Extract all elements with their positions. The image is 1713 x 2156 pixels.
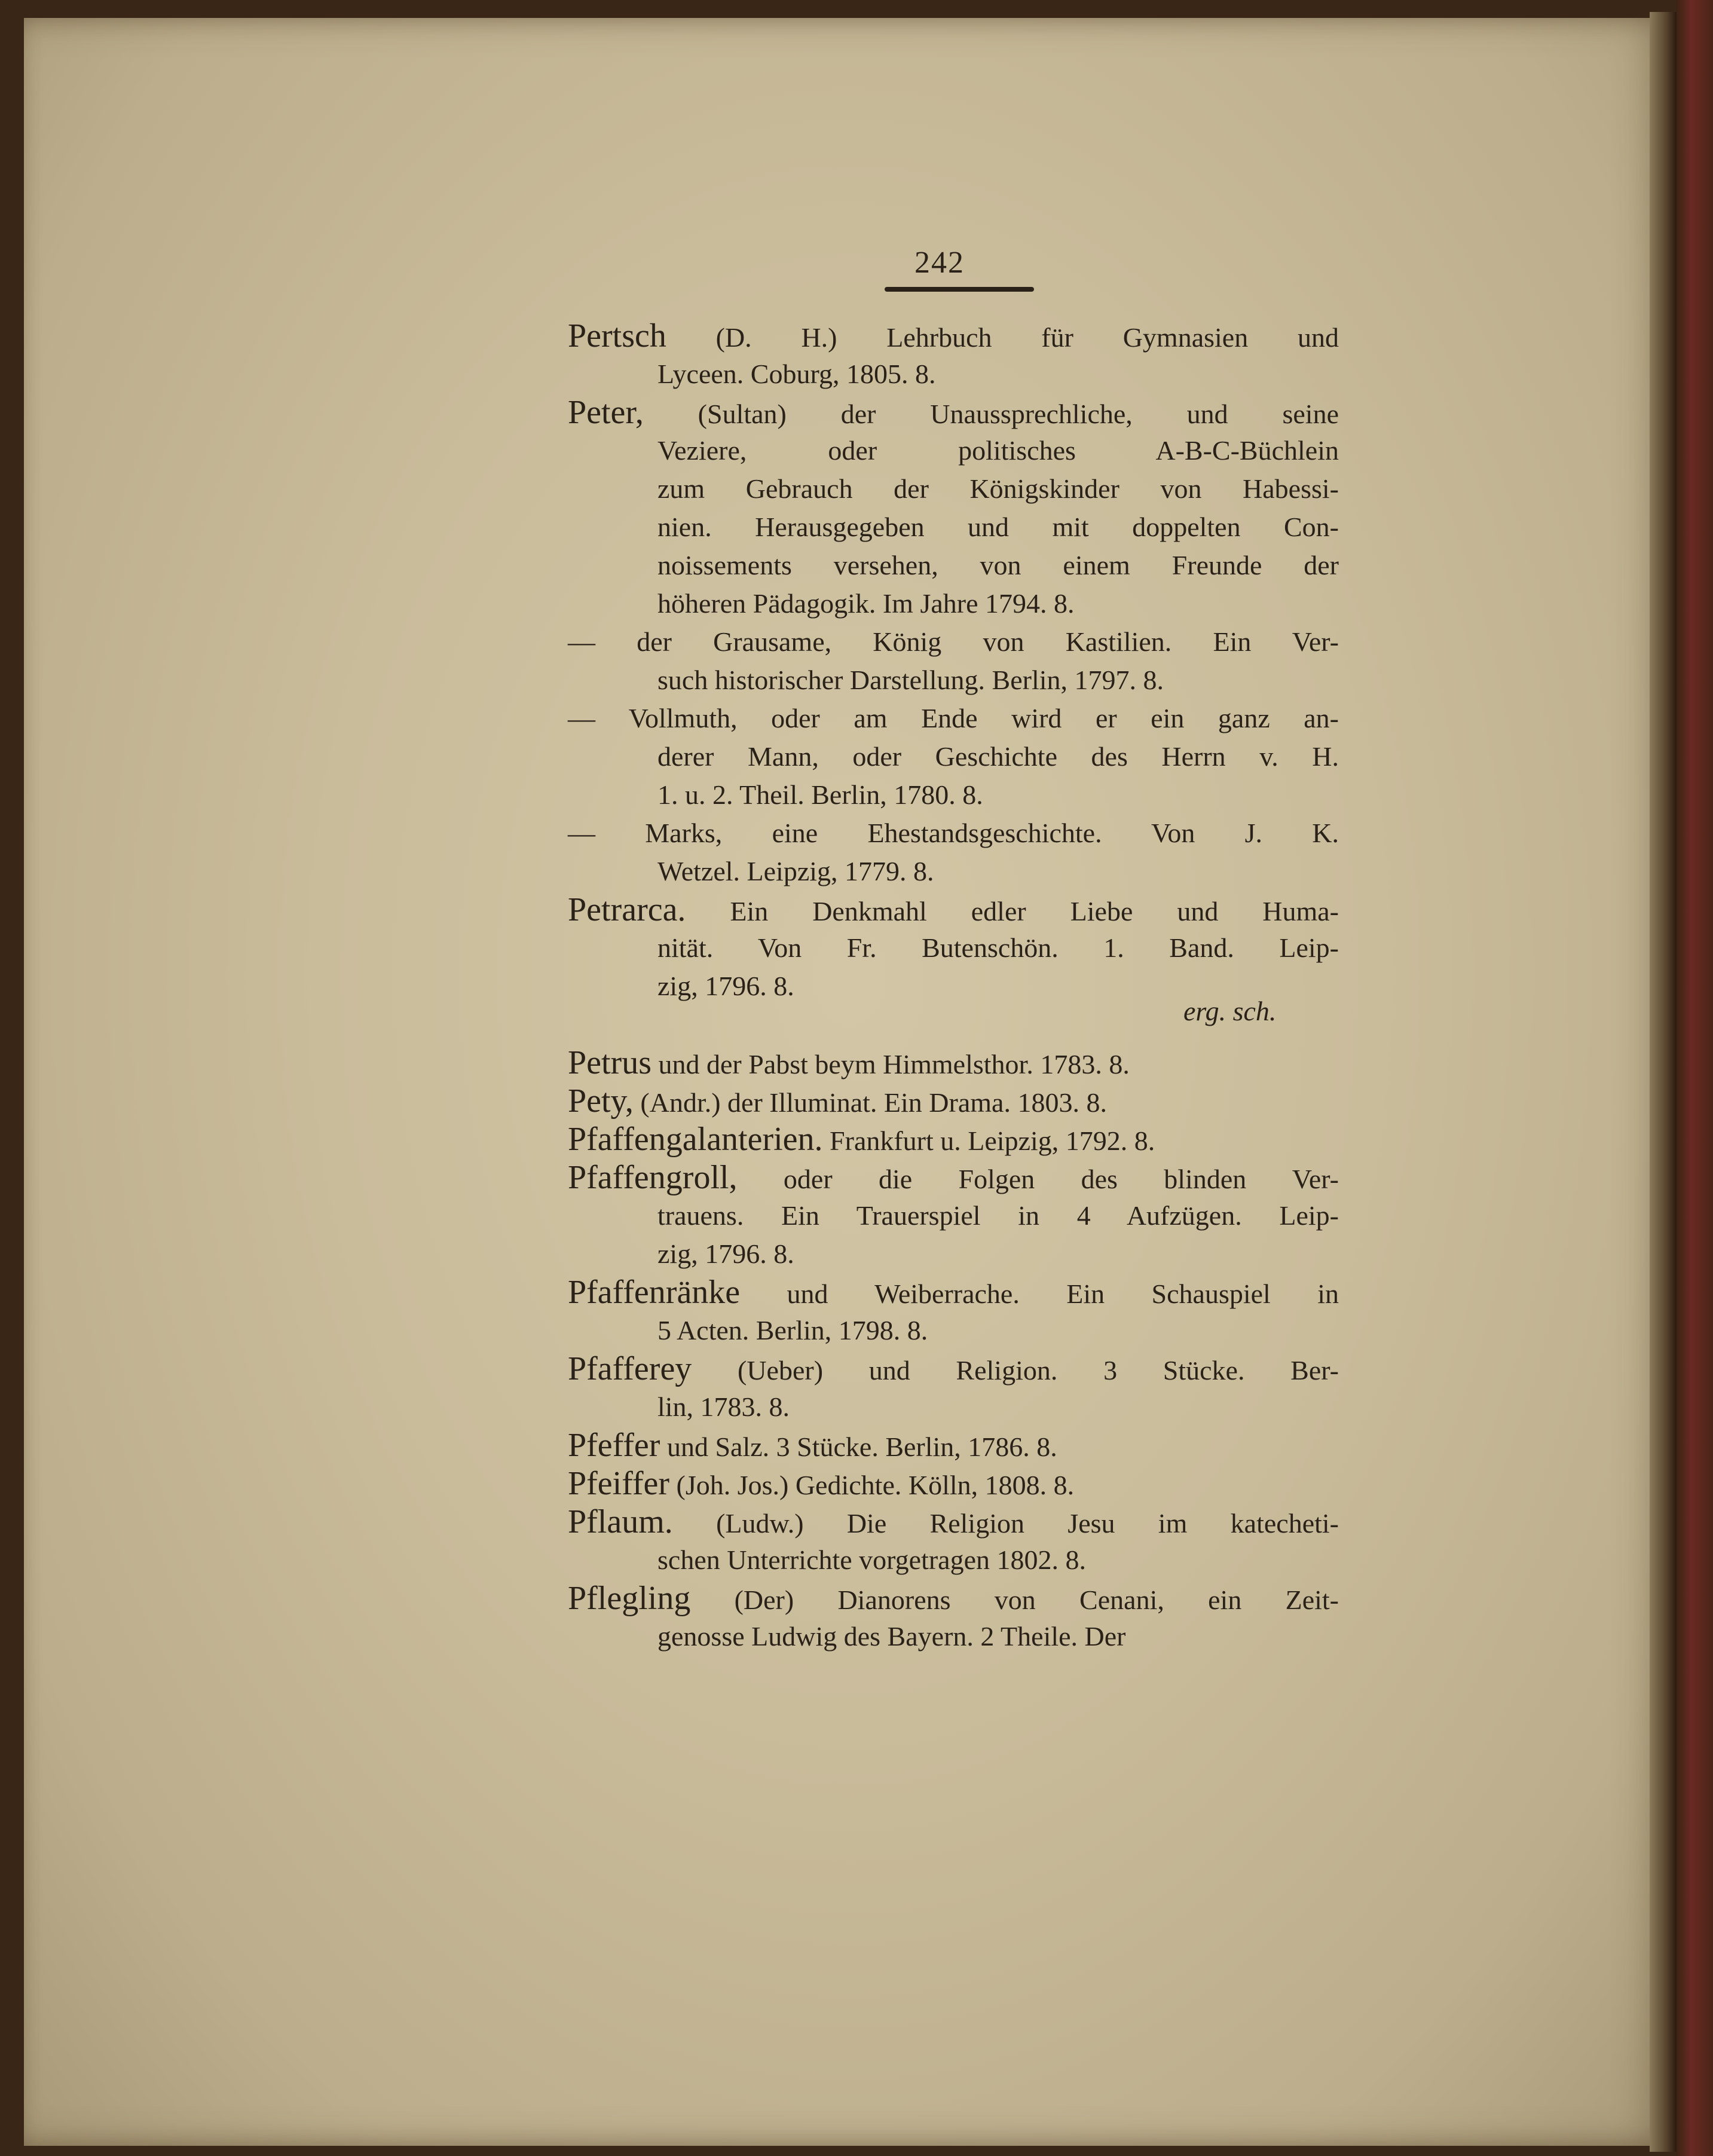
entry-text: genosse Ludwig des Bayern. 2 Theile. Der <box>657 1621 1126 1652</box>
entry-heading: Pfaffenränke <box>568 1274 741 1311</box>
catalog-line <box>568 699 1339 738</box>
catalog-line <box>568 1120 1339 1158</box>
catalog-line <box>568 1350 1339 1388</box>
page-number: 242 <box>914 246 965 280</box>
entry-text: noissements versehen, von einem Freunde der <box>657 550 1339 580</box>
entry-text: oder die Folgen des blinden Ver- <box>737 1164 1339 1194</box>
entry-heading: Petrus <box>568 1044 651 1081</box>
catalog-line <box>568 1464 1339 1503</box>
catalog-line <box>568 1426 1339 1464</box>
entry-text: such historischer Darstellung. Berlin, 1797. 8. <box>657 665 1164 695</box>
entry-text: Veziere, oder politisches A-B-C-Büchlein <box>657 435 1339 466</box>
ornamental-rule <box>885 287 1034 292</box>
entry-text: — Vollmuth, oder am Ende wird er ein ganz an- <box>568 703 1339 733</box>
entry-text: (Ueber) und Religion. 3 Stücke. Ber- <box>692 1355 1339 1386</box>
catalog-line <box>657 432 1339 470</box>
catalog-line <box>657 852 1339 891</box>
catalog-line <box>568 1158 1339 1197</box>
entry-text: und Salz. 3 Stücke. Berlin, 1786. 8. <box>660 1432 1057 1462</box>
entry-text: (Der) Dianorens von Cenani, ein Zeit- <box>690 1585 1339 1615</box>
catalog-line <box>657 1311 1339 1350</box>
catalog-line <box>657 1388 1339 1426</box>
catalog-line <box>657 508 1339 546</box>
catalog-line <box>568 1044 1339 1082</box>
entry-text: 5 Acten. Berlin, 1798. 8. <box>657 1315 928 1345</box>
entry-heading: Pfaffengalanterien. <box>568 1121 823 1158</box>
catalog-line <box>657 1541 1339 1579</box>
entry-text: höheren Pädagogik. Im Jahre 1794. 8. <box>657 588 1075 619</box>
entry-text: schen Unterrichte vorgetragen 1802. 8. <box>657 1545 1087 1575</box>
entry-text: nien. Herausgegeben und mit doppelten Con- <box>657 512 1339 542</box>
catalog-line <box>568 891 1339 929</box>
entry-text: (Sultan) der Unaussprechliche, und seine <box>643 399 1339 429</box>
catalog-line <box>657 1617 1339 1656</box>
entry-text: Frankfurt u. Leipzig, 1792. 8. <box>822 1126 1155 1156</box>
catalog-line <box>568 317 1339 355</box>
entry-text: derer Mann, oder Geschichte des Herrn v. H. <box>657 741 1339 772</box>
catalog-line <box>657 355 1339 393</box>
catalog-line <box>568 623 1339 661</box>
entry-heading: Pflaum. <box>568 1503 673 1540</box>
signature-mark: erg. sch. <box>1183 996 1277 1026</box>
book-gutter <box>1650 12 1677 2152</box>
entry-heading: Pfeiffer <box>568 1465 669 1502</box>
catalog-line <box>657 738 1339 776</box>
entry-text: 1. u. 2. Theil. Berlin, 1780. 8. <box>657 779 983 810</box>
catalog-line <box>657 776 1339 814</box>
entry-heading: Pety, <box>568 1082 634 1120</box>
entry-text: (Joh. Jos.) Gedichte. Kölln, 1808. 8. <box>669 1470 1075 1500</box>
catalog-line <box>657 470 1339 508</box>
catalog-line <box>568 814 1339 852</box>
entry-text: (D. H.) Lehrbuch für Gymnasien und <box>666 322 1339 353</box>
catalog-line <box>568 1579 1339 1617</box>
entry-text: Ein Denkmahl edler Liebe und Huma- <box>686 896 1339 926</box>
catalog-line <box>568 1082 1339 1120</box>
catalog-line <box>568 1503 1339 1541</box>
entry-text: — der Grausame, König von Kastilien. Ein Ver- <box>568 626 1339 657</box>
entry-text: Lyceen. Coburg, 1805. 8. <box>657 359 936 389</box>
entry-text: Wetzel. Leipzig, 1779. 8. <box>657 856 934 886</box>
entry-heading: Pertsch <box>568 317 666 354</box>
entry-text: (Ludw.) Die Religion Jesu im katecheti- <box>672 1508 1339 1539</box>
entry-text: — Marks, eine Ehestandsgeschichte. Von J. K. <box>568 818 1339 848</box>
catalog-line <box>657 661 1339 699</box>
catalog-line <box>568 1273 1339 1311</box>
entry-text: (Andr.) der Illuminat. Ein Drama. 1803. 8. <box>633 1087 1107 1118</box>
entry-text: und der Pabst beym Himmelsthor. 1783. 8. <box>651 1049 1130 1079</box>
entry-heading: Petrarca. <box>568 891 686 928</box>
entry-heading: Peter, <box>568 394 644 431</box>
entry-text: zig, 1796. 8. <box>657 1238 794 1269</box>
entry-text: trauens. Ein Trauerspiel in 4 Aufzügen. Leip- <box>657 1200 1339 1231</box>
entry-text: und Weiberrache. Ein Schauspiel in <box>740 1279 1339 1309</box>
catalog-line <box>568 393 1339 432</box>
entry-text: lin, 1783. 8. <box>657 1392 790 1422</box>
catalog-line <box>657 1235 1339 1273</box>
entry-text: zig, 1796. 8. <box>657 971 794 1001</box>
catalog-line <box>657 585 1339 623</box>
entry-heading: Pfafferey <box>568 1350 692 1387</box>
entry-heading: Pfeffer <box>568 1427 660 1464</box>
entry-heading: Pflegling <box>568 1580 691 1617</box>
catalog-line <box>657 546 1339 585</box>
book-binding-edge <box>1677 0 1713 2156</box>
entry-text: zum Gebrauch der Königskinder von Habessi- <box>657 473 1339 504</box>
catalog-line <box>657 1197 1339 1235</box>
entry-text: nität. Von Fr. Butenschön. 1. Band. Leip- <box>657 932 1339 963</box>
entry-heading: Pfaffengroll, <box>568 1159 738 1196</box>
catalog-line <box>657 929 1339 967</box>
